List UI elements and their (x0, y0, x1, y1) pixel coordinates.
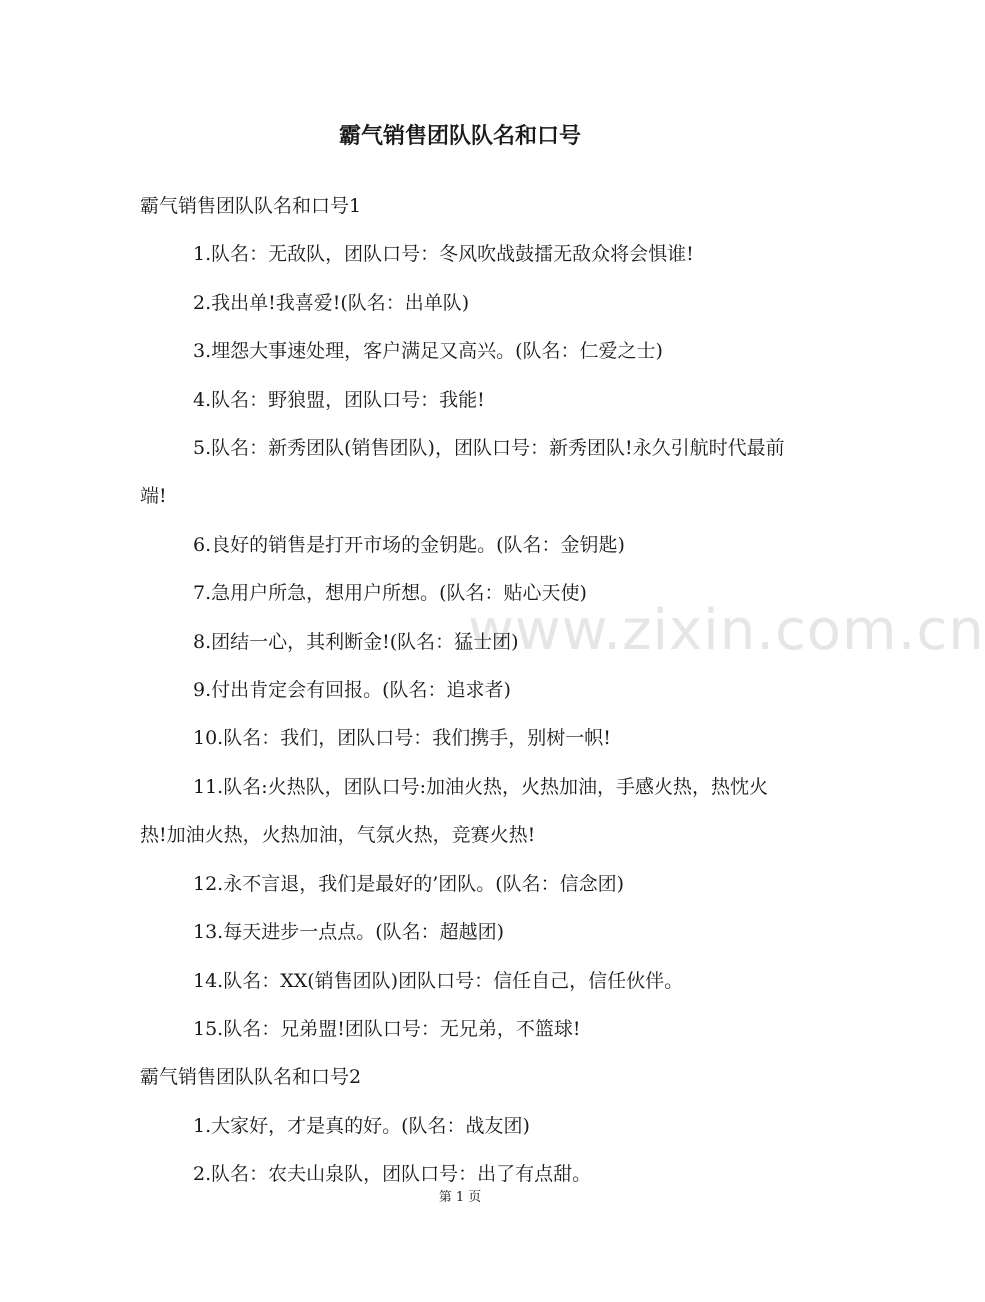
section-heading: 霸气销售团队队名和口号1 (140, 195, 362, 217)
list-item: 2.我出单!我喜爱!(队名：出单队) (193, 291, 470, 314)
page-number-footer: 第 1 页 (438, 1190, 482, 1205)
list-item: 4.队名：野狼盟，团队口号：我能! (193, 388, 485, 411)
list-item: 8.团结一心，其利断金!(队名：猛士团) (193, 630, 519, 653)
list-item: 7.急用户所急，想用户所想。(队名：贴心天使) (193, 582, 587, 605)
list-item: 14.队名：XX(销售团队)团队口号：信任自己，信任伙伴。 (193, 969, 684, 992)
list-item: 2.队名：农夫山泉队，团队口号：出了有点甜。 (193, 1163, 592, 1186)
document-body (140, 182, 785, 1199)
list-item: 5.队名：新秀团队(销售团队)，团队口号：新秀团队!永久引航时代最前端! (140, 437, 785, 508)
watermark: www.zixin.com.cn (468, 598, 985, 663)
list-item: 9.付出肯定会有回报。(队名：追求者) (193, 679, 511, 702)
list-item: 15.队名：兄弟盟!团队口号：无兄弟，不篮球! (193, 1017, 581, 1040)
section-heading: 霸气销售团队队名和口号2 (140, 1066, 362, 1089)
list-item: 11.队名:火热队，团队口号:加油火热，火热加油，手感火热，热忱火热!加油火热，火热加油，气氛火热，竞赛火热! (140, 775, 769, 847)
list-item: 13.每天进步一点点。(队名：超越团) (193, 921, 505, 944)
document-title: 霸气销售团队队名和口号 (338, 123, 581, 149)
list-item: 6.良好的销售是打开市场的金钥匙。(队名：金钥匙) (193, 533, 625, 556)
list-item: 1.队名：无敌队，团队口号：冬风吹战鼓擂无敌众将会惧谁! (193, 243, 694, 266)
list-item: 12.永不言退，我们是最好的’团队。(队名：信念团) (193, 872, 625, 895)
list-item: 1.大家好，才是真的好。(队名：战友团) (193, 1114, 530, 1137)
list-item: 10.队名：我们，团队口号：我们携手，别树一帜! (193, 727, 611, 750)
list-item: 3.埋怨大事速处理，客户满足又高兴。(队名：仁爱之士) (193, 340, 663, 363)
